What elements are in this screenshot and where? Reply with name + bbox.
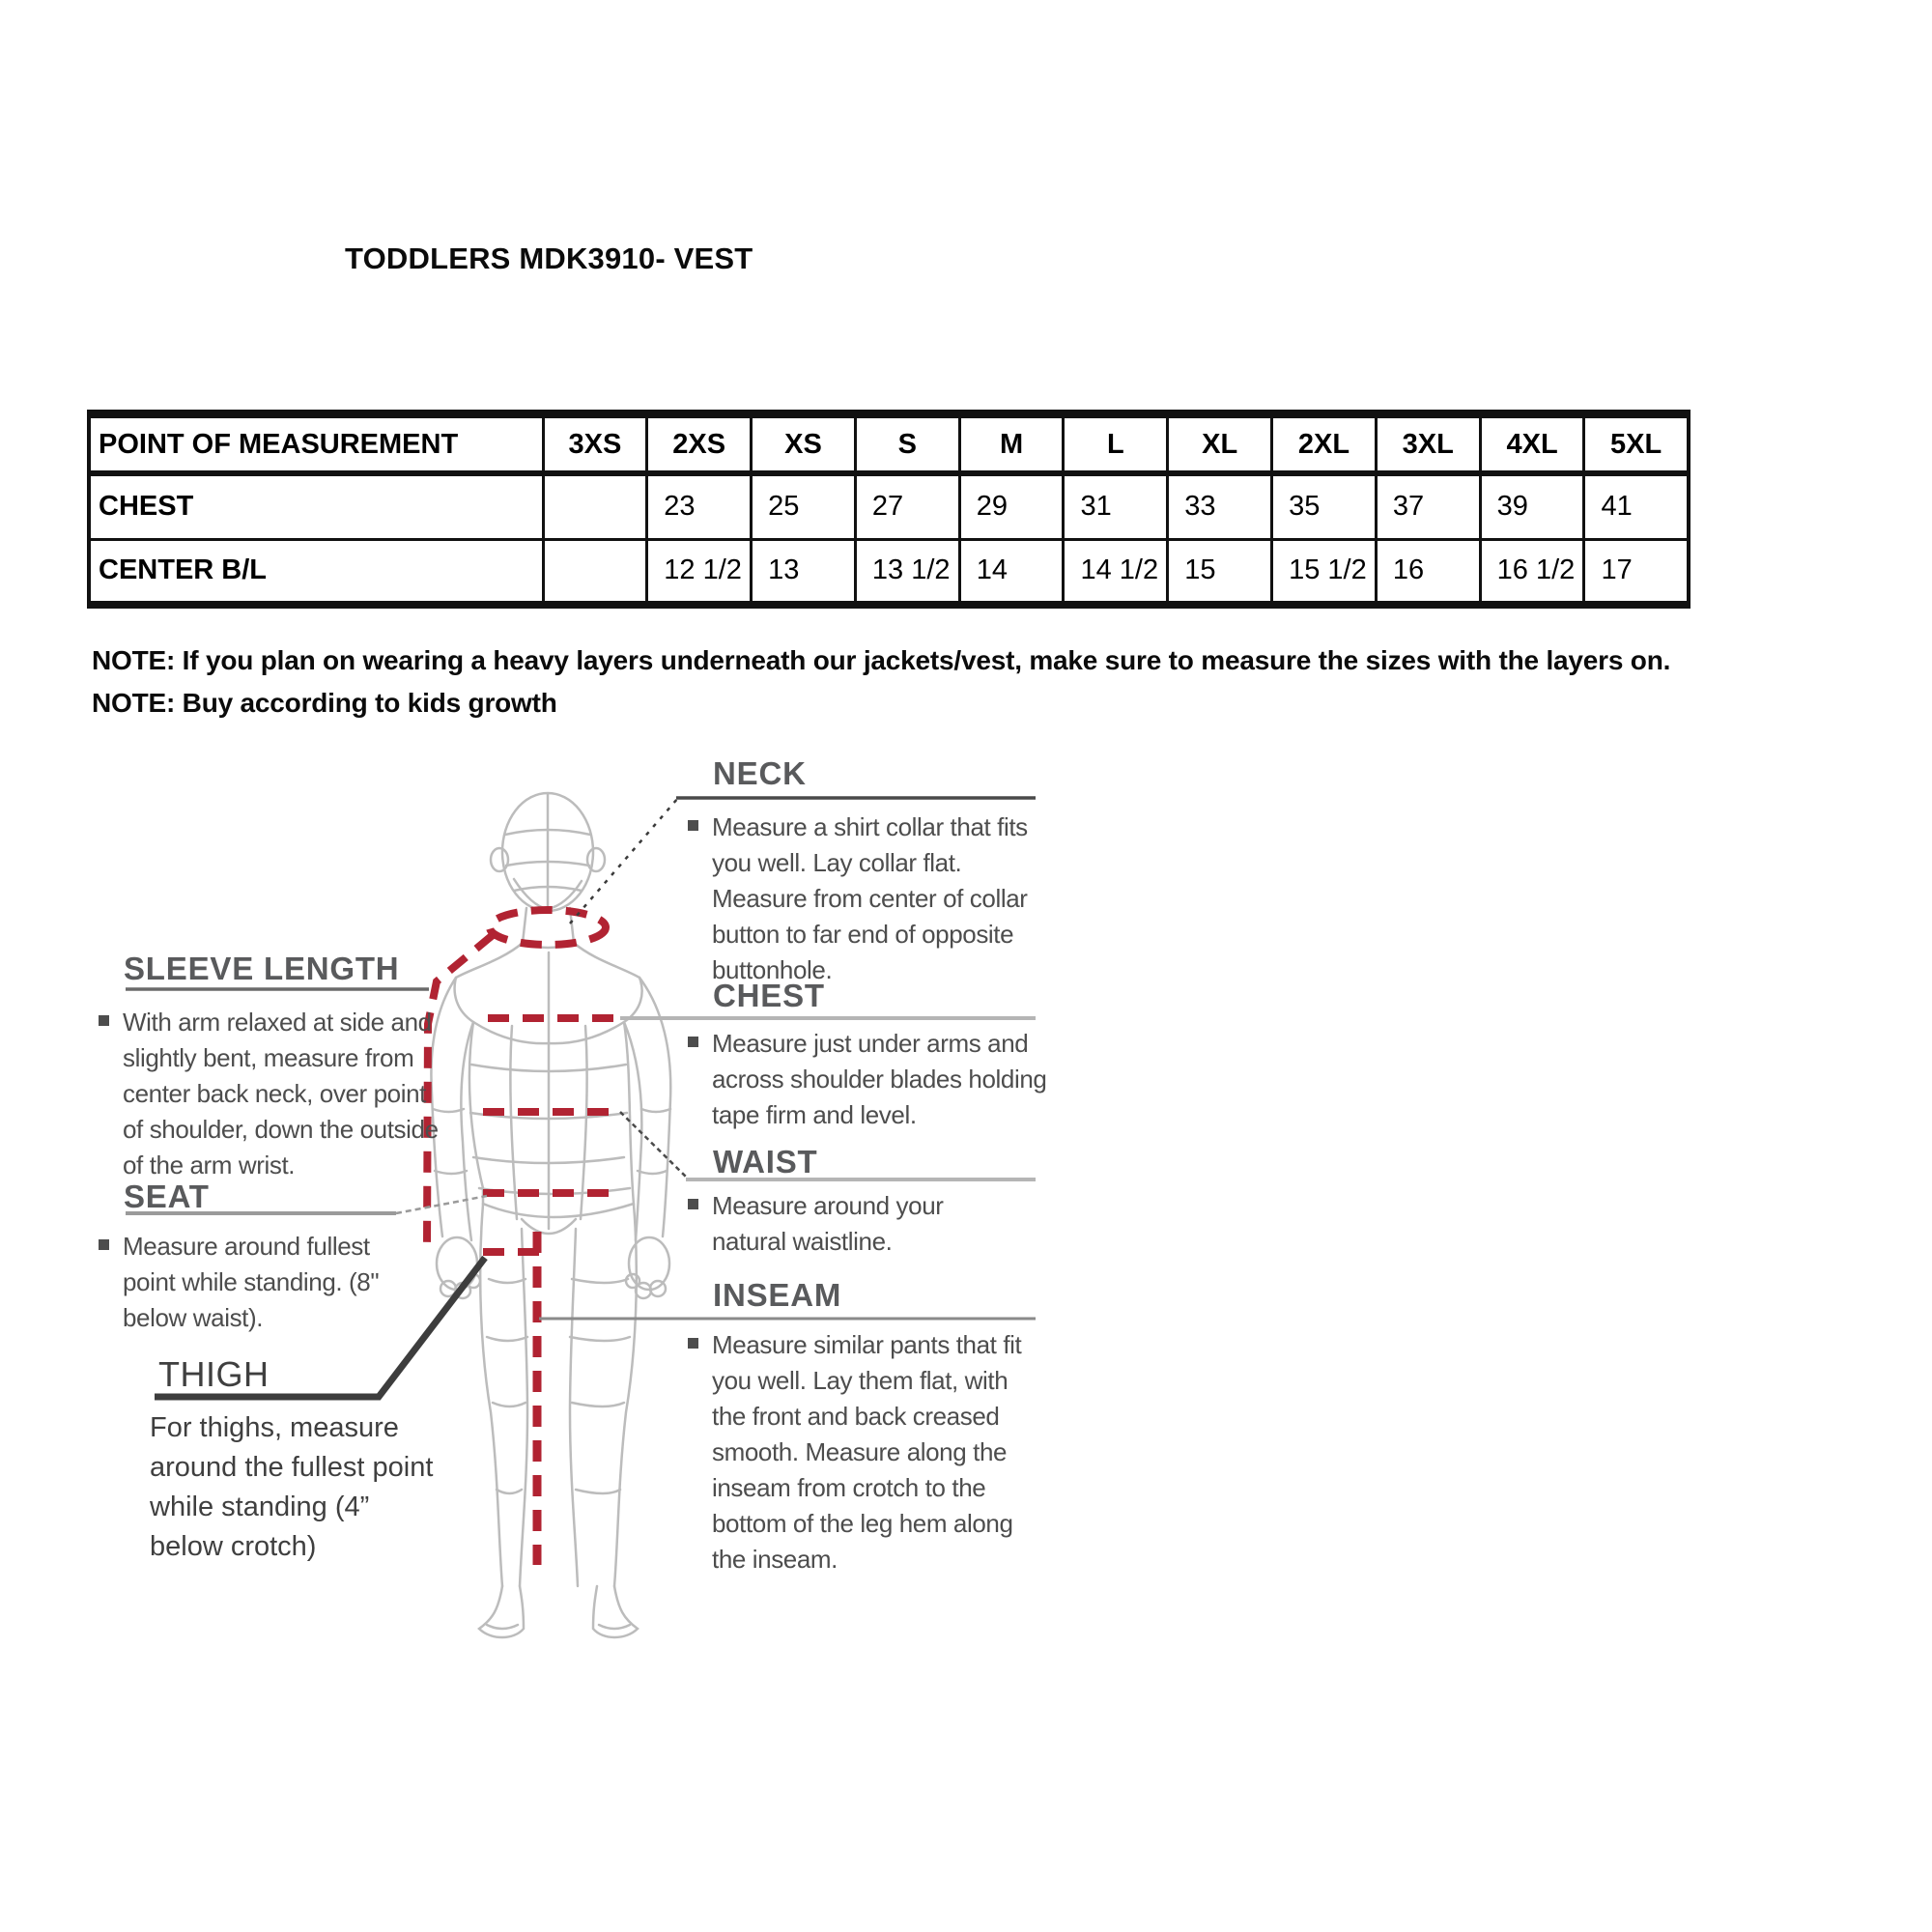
centerbl-2xl: 15 1/2: [1272, 539, 1377, 605]
chest-3xl: 37: [1376, 473, 1480, 539]
table-row-chest: [89, 473, 1689, 539]
sleeve-length-text: With arm relaxed at side and slightly bent, measure from center back neck, over point of shoulder, down the outside of the arm wrist.: [123, 1008, 439, 1179]
waist-text: Measure around your natural waistline.: [712, 1191, 944, 1256]
waist-bullet-icon: [688, 1199, 698, 1209]
col-header-l: L: [1064, 414, 1168, 474]
centerbl-m: 14: [959, 539, 1064, 605]
neck-heading: NECK: [713, 755, 807, 791]
note-growth: NOTE: Buy according to kids growth: [92, 688, 557, 718]
wireframe-mannequin-figure: [431, 793, 670, 1637]
centerbl-s: 13 1/2: [855, 539, 959, 605]
chest-2xl: 35: [1272, 473, 1377, 539]
chest-l: 31: [1064, 473, 1168, 539]
note-layers: NOTE: If you plan on wearing a heavy layers underneath our jackets/vest, make sure to measure the sizes with the layers on.: [92, 645, 1671, 675]
centerbl-xs: 13: [752, 539, 856, 605]
chest-3xs: [543, 473, 647, 539]
centerbl-5xl: 17: [1584, 539, 1689, 605]
waist-heading: WAIST: [713, 1144, 818, 1179]
chest-bullet-icon: [688, 1037, 698, 1047]
col-header-point-of-measurement: POINT OF MEASUREMENT: [89, 414, 543, 474]
chest-5xl: 41: [1584, 473, 1689, 539]
neck-text: Measure a shirt collar that fits you well. Lay collar flat. Measure from center of collar button to far end of opposite buttonhole.: [712, 812, 1028, 984]
col-header-xs: XS: [752, 414, 856, 474]
chest-heading: CHEST: [713, 978, 825, 1013]
sleeve-length-heading: SLEEVE LENGTH: [124, 951, 400, 986]
inseam-bullet-icon: [688, 1338, 698, 1349]
centerbl-l: 14 1/2: [1064, 539, 1168, 605]
col-header-xl: XL: [1168, 414, 1272, 474]
col-header-2xs: 2XS: [647, 414, 752, 474]
chest-text: Measure just under arms and across shoulder blades holding tape firm and level.: [712, 1029, 1047, 1129]
size-table-grid: [87, 410, 1690, 609]
col-header-3xs: 3XS: [543, 414, 647, 474]
seat-heading: SEAT: [124, 1179, 210, 1214]
seat-callout-line: [396, 1196, 487, 1213]
chest-xs: 25: [752, 473, 856, 539]
inseam-text-block: [688, 1327, 1047, 1577]
col-header-4xl: 4XL: [1480, 414, 1584, 474]
size-table: [87, 410, 1687, 609]
page-title: TODDLERS MDK3910- VEST: [345, 242, 753, 275]
col-header-3xl: 3XL: [1376, 414, 1480, 474]
sleeve-length-bullet-icon: [99, 1015, 109, 1026]
row-label-chest: CHEST: [89, 473, 543, 539]
centerbl-2xs: 12 1/2: [647, 539, 752, 605]
chest-s: 27: [855, 473, 959, 539]
centerbl-4xl: 16 1/2: [1480, 539, 1584, 605]
centerbl-3xs: [543, 539, 647, 605]
neck-dash-ring: [490, 910, 606, 945]
inseam-heading: INSEAM: [713, 1277, 842, 1313]
seat-text: Measure around fullest point while standing. (8" below waist).: [123, 1232, 380, 1332]
neck-bullet-icon: [688, 820, 698, 831]
seat-bullet-icon: [99, 1239, 109, 1250]
waist-text-block: [688, 1188, 1007, 1260]
size-table-header-row: [89, 414, 1689, 474]
col-header-s: S: [855, 414, 959, 474]
row-label-center-bl: CENTER B/L: [89, 539, 543, 605]
thigh-text: For thighs, measure around the fullest point while standing (4” below crotch): [150, 1412, 434, 1562]
chest-m: 29: [959, 473, 1064, 539]
col-header-5xl: 5XL: [1584, 414, 1689, 474]
chest-xl: 33: [1168, 473, 1272, 539]
chest-4xl: 39: [1480, 473, 1584, 539]
table-row-center-bl: [89, 539, 1689, 605]
neck-text-block: [688, 810, 1034, 988]
sleeve-length-text-block: [99, 1005, 444, 1183]
centerbl-3xl: 16: [1376, 539, 1480, 605]
chest-2xs: 23: [647, 473, 752, 539]
col-header-2xl: 2XL: [1272, 414, 1377, 474]
centerbl-xl: 15: [1168, 539, 1272, 605]
chest-text-block: [688, 1026, 1047, 1133]
col-header-m: M: [959, 414, 1064, 474]
thigh-heading: THIGH: [158, 1354, 270, 1394]
inseam-text: Measure similar pants that fit you well. Lay them flat, with the front and back creased smooth. Measure along the inseam from crotch to the bottom of the leg hem along the inseam.: [712, 1330, 1022, 1574]
seat-text-block: [99, 1229, 417, 1336]
